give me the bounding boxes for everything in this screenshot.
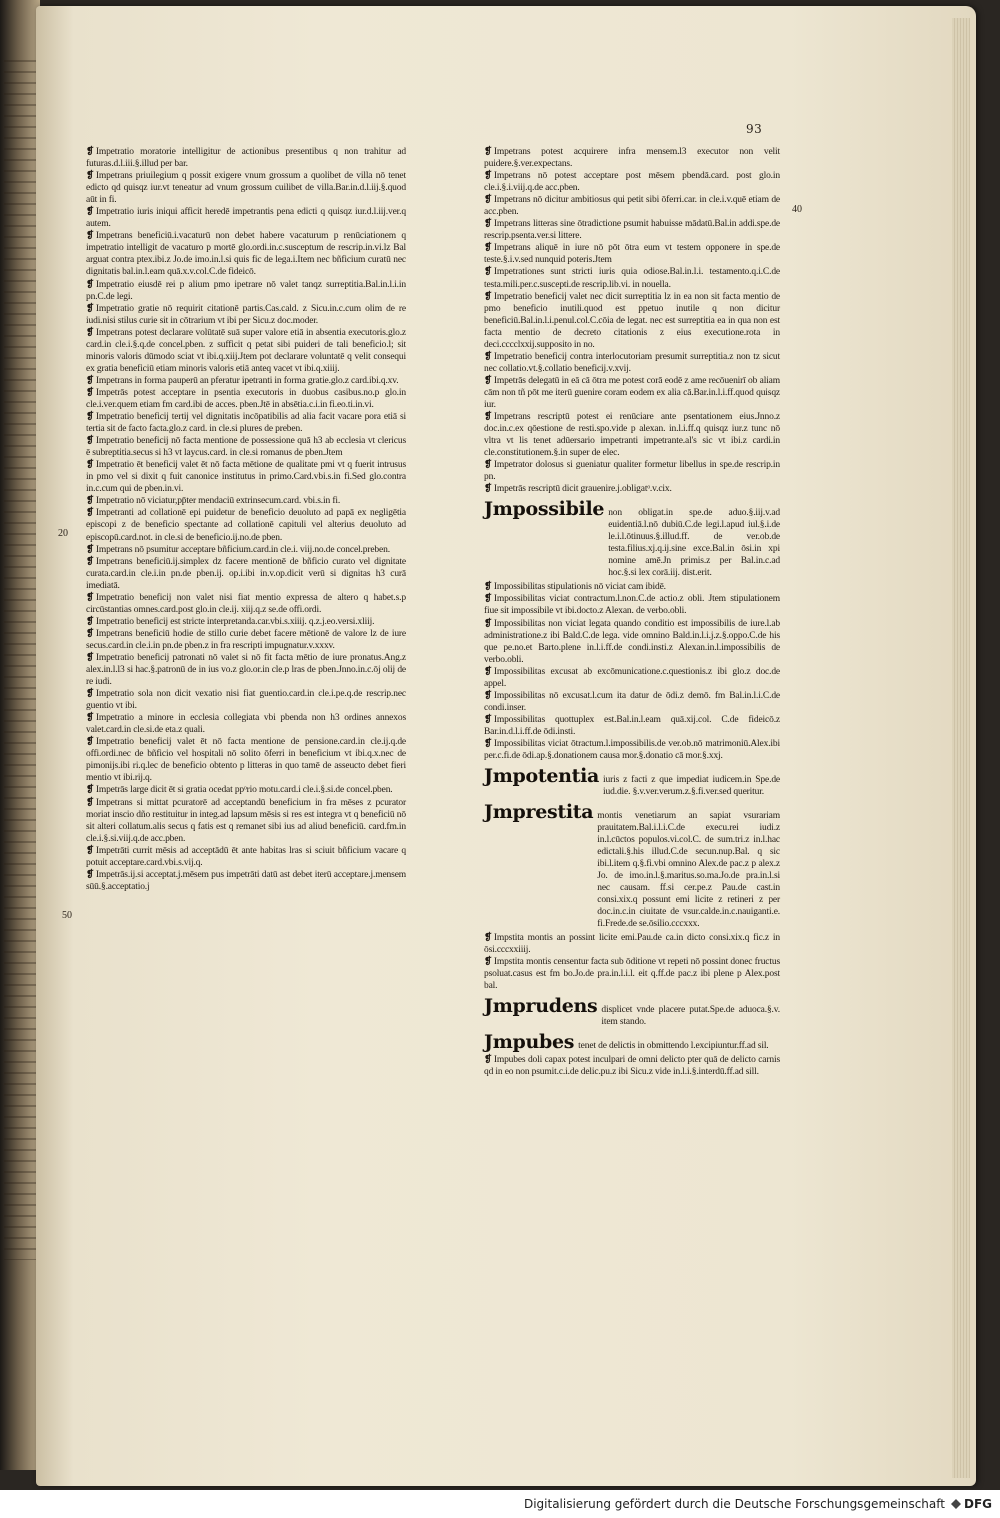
entry-text: Impetrans in forma pauperū an pferatur ipetranti in forma gratie.glo.z card.ibi.q.xv. (95, 375, 399, 386)
entry-text: Impetrās large dicit ēt si gratia ocedat ppᵒrio motu.card.i cle.i.§.si.de concel.pben. (95, 785, 393, 796)
pilcrow-icon: ❡ (484, 582, 492, 593)
entry-text: Impetratio beneficij nō facta mentione de possessione quā h3 ab ecclesia vt clericus ē subreptitia.secus si h3 vt laycus.card. in cle.si romanus de pben.Jtem (86, 436, 406, 459)
entry-text: Impetranti ad collationē epi puidetur de beneficio deuoluto ad papā ex negligētia episcopi z de beneficio spectante ad collationē capituli vel alterius deuoluto ad episcopū.card.not. in cle.si de beneficio.ij.no.de pben. (86, 508, 406, 543)
right-entry (484, 242, 780, 266)
entry-text: Impossibilitas nō excusat.l.cum ita datur de ōdi.z demō. fm Bal.in.l.i.C.de condi.inser. (484, 690, 780, 713)
pilcrow-icon: ❡ (86, 375, 94, 386)
pilcrow-icon: ❡ (484, 412, 492, 423)
left-entry (86, 784, 406, 796)
pilcrow-icon: ❡ (86, 171, 94, 182)
pilcrow-icon: ❡ (86, 327, 94, 338)
pilcrow-icon: ❡ (484, 351, 492, 362)
entry-text: Impetratio beneficij valet nec dicit surreptitia lz in ea non sit facta mentio de pmo beneficio inutili.quod est ppetuo inutile q non dicitur beneficiū.Bal.in.l.i.penul.col.C.cōia de legat. nec est surreptitia ea in qua non est facta mentio de decreto citationis z eius executione.rota in deci.cccclxxij.supposito in no. (484, 291, 780, 350)
entry-text: displicet vnde placere putat.Spe.de aduoca.§.v. item stando. (601, 1005, 780, 1028)
right-entry (484, 170, 780, 194)
entry-text: Impetrans si mittat pcuratorē ad acceptandū beneficium in fra mēses z pcurator moriat inscio dño restituitur in integ.ad lapsum mēsis si res est integra vt q beneficiū nō sit alteri collatum.alis secus q fatis est q remanet sibi ius ad aliud beneficiū. card.fm.in cle.i.§.si.viij.q.de acc.pben. (86, 797, 406, 844)
right-entry (484, 618, 780, 666)
pilcrow-icon: ❡ (86, 797, 94, 808)
left-entry (86, 459, 406, 495)
entry-text: tenet de delictis in obmittendo l.excipiuntur.ff.ad sil. (578, 1041, 769, 1052)
lemma-word: Jmpubes (484, 1031, 575, 1054)
right-entry (484, 932, 780, 956)
entry-text: Impetrans potest declarare volūtatē suā super valore etiā in absentia executoris.glo.z card.in cle.i.§.q.de concel.pben. z sufficit q petat sibi puideri de tali beneficio.l; sit minoris valoris dūmodo sciat vt ibi.q.xiij.Jtem pot declarare voluntatē q velit consequi ex gratia beneficiū etiam minoris valoris etiā anteq vacet vt ibi.q.xiiij. (86, 327, 406, 374)
entry-text: Impetrans litteras sine ōtradictione psumit habuisse mādatū.Bal.in addi.spe.de rescrip.psenta.ver.si littere. (484, 219, 780, 242)
entry-text: Impetrās rescriptū dicit grauenire.j.obligatᵒ.v.cix. (493, 484, 672, 495)
page-edge (952, 18, 970, 1478)
entry-text: Impossibilitas excusat ab excōmunicatione.c.questionis.z ibi glo.z doc.de appel. (484, 666, 780, 689)
entry-text: Impstita montis an possint licite emi.Pau.de ca.in dicto consi.xix.q fic.z in ōsi.cccxxiiij. (484, 933, 780, 956)
dfg-diamond-icon (951, 1499, 961, 1509)
pilcrow-icon: ❡ (484, 147, 492, 157)
right-entry (484, 459, 780, 483)
pilcrow-icon: ❡ (484, 243, 492, 254)
entry-text: Impetrans nō dicitur ambitiosus qui petit sibi ōferri.car. in cle.i.v.quē etiam de acc.pben. (484, 195, 780, 218)
pilcrow-icon: ❡ (484, 690, 492, 701)
pilcrow-icon: ❡ (86, 737, 94, 748)
left-entry (86, 845, 406, 869)
left-entry (86, 544, 406, 556)
pilcrow-icon: ❡ (484, 666, 492, 677)
entry-text: Impubes doli capax potest inculpari de omni delicto pter quā de delicto carnis qd in eo non psumit.c.i.de delic.pu.z ibi Sicu.z vide in.l.i.§.interdū.ff.ad sill. (484, 1055, 780, 1078)
lemma-word: Jmprudens (484, 995, 598, 1018)
right-entry (484, 690, 780, 714)
entry-text: Impetrans nō psumitur acceptare bñficium.card.in cle.i. viij.no.de concel.preben. (95, 544, 390, 555)
right-text-column (484, 146, 780, 1078)
entry-text: Impetratio beneficij tertij vel dignitatis incōpatibilis ad alia facit vacare pora etiā si tertia sit de facto facta.glo.z card. in cle.si plures de preben. (86, 412, 406, 435)
left-entry (86, 303, 406, 327)
entry-text: iuris z facti z que impediat iudicem.in Spe.de iud.die. §.v.ver.verum.z.§.fi.ver.sed queritur. (603, 775, 780, 798)
left-entry (86, 170, 406, 206)
left-entry (86, 146, 406, 170)
left-entry (86, 736, 406, 784)
pilcrow-icon: ❡ (86, 279, 94, 290)
pilcrow-icon: ❡ (484, 219, 492, 230)
right-entry (484, 194, 780, 218)
pilcrow-icon: ❡ (484, 594, 492, 605)
left-entry (86, 712, 406, 736)
right-entry (484, 1054, 780, 1078)
right-entry (484, 218, 780, 242)
lemma-heading-entry (484, 1032, 780, 1052)
lemma-word: Jmpossibile (484, 498, 605, 521)
pilcrow-icon: ❡ (484, 171, 492, 182)
left-entry (86, 411, 406, 435)
left-text-column (86, 146, 406, 893)
footer-bar (0, 1490, 1000, 1518)
pilcrow-icon: ❡ (86, 713, 94, 724)
pilcrow-icon: ❡ (86, 496, 94, 507)
entry-text: Impossibilitas viciat ōtractum.l.impossibilis.de ver.ob.nō matrimoniū.Alex.ibi per.c.fi.de ōdi.ap.§.donationem causa mor.§.donatio cā mor.§.xxj. (484, 738, 780, 762)
left-entry (86, 688, 406, 712)
entry-text: Impetratio moratorie intelligitur de actionibus presentibus q non trahitur ad futuras.d.l.iii.§.illud per bar. (86, 147, 406, 170)
pilcrow-icon: ❡ (86, 592, 94, 603)
left-entry (86, 797, 406, 845)
right-entry (484, 291, 780, 351)
left-entry (86, 279, 406, 303)
right-entry (484, 146, 780, 170)
entry-text: Impetratio gratie nō requirit citationē partis.Cas.cald. z Sicu.in.c.cum olim de re iudi.nisi stilus curie sit in cōtrarium vt ibi per Sicu.z doc.moder. (86, 303, 406, 326)
right-entry (484, 375, 780, 411)
left-entry (86, 495, 406, 507)
right-entry (484, 738, 780, 762)
left-entry (86, 375, 406, 387)
pilcrow-icon: ❡ (484, 291, 492, 302)
right-entry (484, 581, 780, 593)
right-entry (484, 483, 780, 495)
right-entry (484, 714, 780, 738)
lemma-heading-entry (484, 802, 780, 930)
right-entry (484, 411, 780, 459)
lemma-word: Jmpotentia (484, 765, 600, 788)
left-entry (86, 435, 406, 459)
left-entry (86, 327, 406, 375)
entry-text: Impossibilitas non viciat legata quando conditio est impossibilis de iure.l.ab administratione.z ibi Bald.C.de lega. vide omnino Bald.in.l.i.j.z.§.oppo.C.de his que pe.no.et Barto.plene in.l.i.ff.de condi.insti.z Alexan.in.l.impossibilis de verbo.obli. (484, 618, 780, 665)
pilcrow-icon: ❡ (484, 933, 492, 944)
footer-credit: Digitalisierung gefördert durch die Deutsche Forschungsgemeinschaft (523, 1497, 945, 1511)
margin-number-40: 40 (792, 204, 802, 215)
entry-text: Impossibilitas viciat contractum.l.non.C.de actio.z obli. Jtem stipulationem fiue sit impossibile vt ibi.docto.z Alexan. de verbo.obli. (484, 594, 780, 617)
left-page-text-fragment (4, 60, 38, 1260)
entry-text: Impetratio beneficij contra interlocutoriam presumit surreptitia.z non tz sicut nec collatio.vt.§.collatio beneficij.v.xvij. (484, 351, 780, 374)
right-entry (484, 351, 780, 375)
left-entry (86, 592, 406, 616)
lemma-heading-entry (484, 996, 780, 1028)
pilcrow-icon: ❡ (484, 618, 492, 629)
folio-number: 93 (746, 122, 763, 136)
pilcrow-icon: ❡ (86, 652, 94, 663)
pilcrow-icon: ❡ (86, 147, 94, 157)
entry-text: Impetrās delegatū in eā cā ōtra me potest corā eodē z ame recōuenirī ob aliam cām non tñ pōt me iterū guenire coram eodem ex alia cā.Bar.in.l.i.ff.quod quisqz iur. (484, 375, 780, 410)
left-entry (86, 616, 406, 628)
dfg-logo-text: DFG (963, 1497, 992, 1511)
left-entry (86, 869, 406, 893)
entry-text: Impetrans beneficiū.ij.simplex dz facere mentionē de bñficio curato vel dignitate curata.card.in cle.i.in pn.de pben.ij. op.i.ibi in.v.op.dicit verū si dignitas h3 curā imediatā. (86, 556, 406, 591)
left-entry (86, 628, 406, 652)
entry-text: Impetratio beneficij valet ēt nō facta mentione de pensione.card.in cle.ij.q.de offi.ordi.nec de bñficio vel hospitali nō solito ōferri in beneficium vt ibi.q.x.nec de pimonijs.ibi ri.q.lec de beneficio obtento p litteras in quo tamē de asseucto debet fieri mentio vt ibi.rij.q. (86, 737, 406, 784)
entry-text: non obligat.in spe.de aduo.§.iij.v.ad euidentiā.l.nō dubiū.C.de legi.l.apud iul.§.i.de le.i.l.ōtinuus.§.illud.ff. de ver.ob.de testa.filius.xj.q.ij.sine exce.Bal.in ōsi.in xpi nomine amē.Jn primis.z per Bal.in.c.ad hoc.§.si lex corā.iij. dist.erit. (608, 508, 780, 579)
entry-text: Impstita montis censentur facta sub ōditione vt repeti nō possint donec fructus psoluat.casus est fm bo.Jo.de pra.in.l.i.l. eit q.ff.de pac.z ibi plene p Alex.post bal. (484, 957, 780, 992)
entry-text: Impetratio a minore in ecclesia collegiata vbi pbenda non h3 ordines annexos valet.card.in cle.si.de eta.z quali. (86, 713, 406, 736)
right-entry (484, 593, 780, 617)
entry-text: Impossibilitas stipulationis nō viciat cam ibidē. (493, 582, 666, 593)
pilcrow-icon: ❡ (86, 508, 94, 519)
entry-text: montis venetiarum an sapiat vsurariam prauitatem.Bal.i.l.i.C.de execu.rei iudi.z in.l.cūctos populos.vi.col.C. de sum.tri.z in.l.hac edictali.§.his illud.C.de secun.nup.Bal. q sic ibi.l.item q.§.fi.vbi omnino Alex.de pac.z p alex.z Jo. de imo.in.l.§.maritus.so.ma.Jo.de pra.in.l.si nec causam. ff.si cer.pe.z Pau.de cast.in consi.xix.q possunt emi licite z retineri z per doc.in.c.in ciuitate de vsur.calde.in.c.nauiganti.e. fi.Frede.de se.ōsilio.cccxxx. (597, 811, 780, 930)
entry-text: Impetratio ēt beneficij valet ēt nō facta mētione de qualitate pmi vt q fuerit intrusus in pmo vel si dixit q fuit canonice institutus in primo.Card.vbi.s.in fi.Sed glo.contra in.c.cum qui de pben.in.vi. (86, 460, 406, 495)
pilcrow-icon: ❡ (86, 544, 94, 555)
pilcrow-icon: ❡ (86, 231, 94, 242)
left-entry (86, 507, 406, 543)
pilcrow-icon: ❡ (484, 484, 492, 495)
entry-text: Impetratio iuris iniqui afficit heredē impetrantis pena edicti q quisqz iur.d.l.iij.ver.q autem. (86, 207, 406, 230)
left-entry (86, 387, 406, 411)
pilcrow-icon: ❡ (86, 436, 94, 447)
pilcrow-icon: ❡ (86, 616, 94, 627)
pilcrow-icon: ❡ (86, 845, 94, 856)
pilcrow-icon: ❡ (484, 957, 492, 968)
entry-text: Impetrans aliquē in iure nō pōt ōtra eum vt testem opponere in spe.de teste.§.i.v.sed nunquid poteris.Jtem (484, 243, 780, 266)
pilcrow-icon: ❡ (86, 556, 94, 567)
pilcrow-icon: ❡ (484, 267, 492, 278)
entry-text: Impetrans beneficiū.i.vacaturū non debet habere vacaturum p renūciationem q impetratio intelligit de vacaturo p mortē glo.ordi.in.c.susceptum de rescrip.in.vi.lz Bal arguat contra ptex.ibi.z Jo.de imo.in.l.si quis fic de lega.i.Item nec bñficium curatū nec dignitatis bal.in.l.eam quā.x.v.col.C.de fideicō. (86, 231, 406, 278)
entry-text: Impetrans nō potest acceptare post mēsem pbendā.card. post glo.in cle.i.§.i.viij.q.de acc.pben. (484, 171, 780, 194)
left-entry (86, 556, 406, 592)
entry-text: Impetrans potest acquirere infra mensem.l3 executor non velit puidere.§.ver.expectans. (484, 147, 780, 170)
pilcrow-icon: ❡ (484, 1055, 492, 1066)
entry-text: Impossibilitas quottuplex est.Bal.in.l.eam quā.xij.col. C.de fideicō.z Bar.in.d.l.i.ff.de ōdi.insti. (484, 714, 780, 737)
entry-text: Impetratio beneficij patronati nō valet si nō fit facta mētio de iure pronatus.Ang.z alex.in.l.l3 si hac.§.patronū de in ius vo.z glo.or.in cle.p lras de pben.Jnno.in.c.ōj olij de re iudi. (86, 652, 406, 688)
pilcrow-icon: ❡ (484, 195, 492, 206)
entry-text: Impetratio beneficij est stricte interpretanda.car.vbi.s.xiiij. q.z.j.eo.versi.xliij. (95, 616, 375, 627)
entry-text: Impetrās.ij.si acceptat.j.mēsem pus impetrāti datū ast debet iterū acceptare.j.mensem sūū.§.acceptatio.j (86, 869, 406, 892)
entry-text: Impetratio nō viciatur,pp̄ter mendaciū extrinsecum.card. vbi.s.in fi. (95, 496, 341, 507)
lemma-word: Jmprestita (484, 801, 594, 824)
left-page-sliver (0, 0, 40, 1470)
entry-text: Impetrans rescriptū potest ei renūciare ante psentationem eius.Jnno.z doc.in.c.ex qōestione de resti.spo.vide p alexan. in.l.i.ff.q quisqz iur.z tunc nō vltra vt lis tenet adūersario impetranti impetrante.al's sic vt ibi.z cardi.in cle.constitutionem.§.in super de elec. (484, 412, 780, 459)
pilcrow-icon: ❡ (484, 375, 492, 386)
entry-text: Impetrans beneficiū hodie de stillo curie debet facere mētionē de valore lz de iure secus.card.in cle.i.in pn.de pben.z in fra rescripti impugnatur.v.xxxv. (86, 628, 406, 651)
margin-number-20: 20 (58, 528, 68, 539)
left-entry (86, 652, 406, 688)
pilcrow-icon: ❡ (484, 714, 492, 725)
left-entry (86, 230, 406, 278)
entry-text: Impetrationes sunt stricti iuris quia odiose.Bal.in.l.i. testamento.q.i.C.de testa.mili.per.c.suscepti.de rescrip.lib.vi. in nouella. (484, 267, 780, 290)
pilcrow-icon: ❡ (86, 689, 94, 700)
entry-text: Impetratio eiusdē rei p alium pmo ipetrare nō valet tanqz surreptitia.Bal.in.l.i.in pn.C.de legi. (86, 279, 406, 302)
pilcrow-icon: ❡ (484, 738, 492, 749)
pilcrow-icon: ❡ (86, 785, 94, 796)
pilcrow-icon: ❡ (86, 460, 94, 471)
pilcrow-icon: ❡ (86, 869, 94, 880)
entry-text: Impetrans priuilegium q possit exigere vnum grossum a quolibet de villa nō tenet edicto qd quisqz iur.vt teneatur ad vnum grossum cuilibet de villa.Bar.in.d.l.iij.§.quod aūt in fi. (86, 171, 406, 206)
entry-text: Impetrās potest acceptare in psentia executoris in duobus casibus.no.p glo.in cle.i.ver.quem etiam fm card.ibi de acces. pben.Jtē in absētia.c.i.in fi.eo.ti.in.vi. (86, 387, 406, 410)
pilcrow-icon: ❡ (86, 628, 94, 639)
right-entry (484, 266, 780, 290)
pilcrow-icon: ❡ (86, 412, 94, 423)
pilcrow-icon: ❡ (86, 207, 94, 218)
entry-text: Impetratio sola non dicit vexatio nisi fiat guentio.card.in cle.i.pe.q.de rescrip.nec guentio vt ibi. (86, 689, 406, 712)
pilcrow-icon: ❡ (86, 303, 94, 314)
dfg-logo (951, 1497, 992, 1511)
right-entry (484, 956, 780, 992)
entry-text: Impetrator dolosus si gueniatur qualiter formetur libellus in spe.de rescrip.in pn. (484, 460, 780, 483)
entry-text: Impetrāti currit mēsis ad acceptādū ēt ante habitas lras si sciuit bñficium vacare q potuit acceptare.card.vbi.s.vij.q. (86, 845, 406, 868)
lemma-heading-entry (484, 766, 780, 798)
entry-text: Impetratio beneficij non valet nisi fiat mentio expressa de altero q habet.s.p circūstantias omnes.card.post glo.in cle.ij. xiij.q.z se.de offi.ordi. (86, 592, 406, 615)
lemma-heading-entry (484, 499, 780, 579)
pilcrow-icon: ❡ (86, 387, 94, 398)
pilcrow-icon: ❡ (484, 460, 492, 471)
right-entry (484, 666, 780, 690)
margin-number-50: 50 (62, 910, 72, 921)
left-entry (86, 206, 406, 230)
